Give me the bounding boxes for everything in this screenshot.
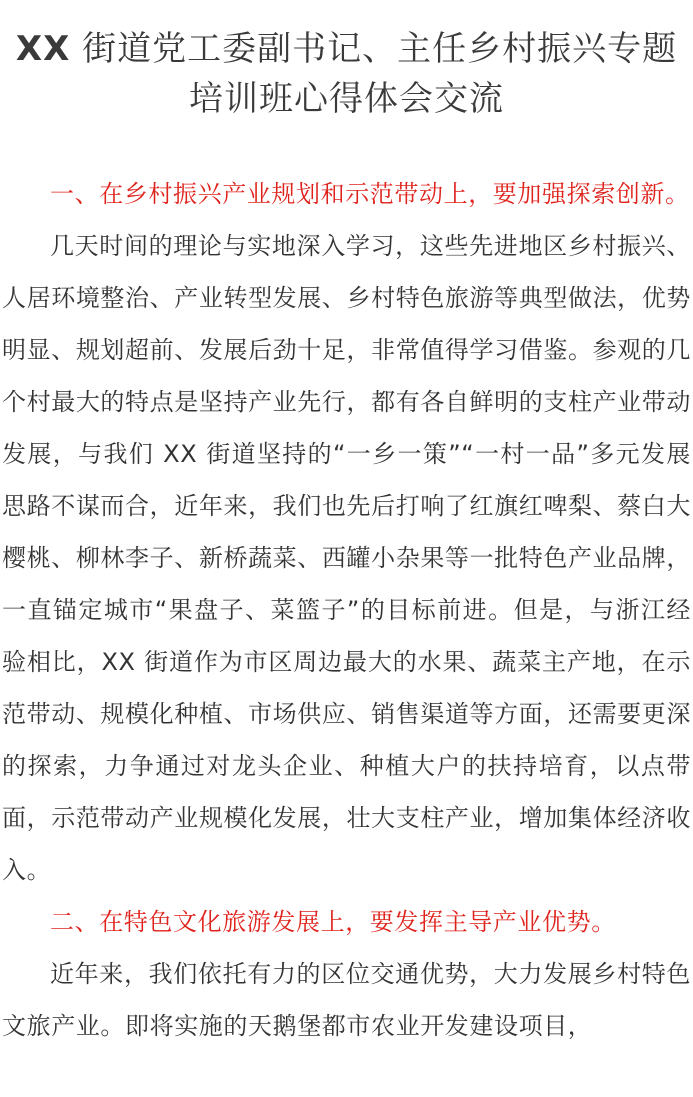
section-heading-2: 二、在特色文化旅游发展上，要发挥主导产业优势。 bbox=[50, 908, 616, 936]
title-prefix: XX bbox=[15, 29, 71, 69]
document-body bbox=[0, 168, 693, 1052]
body-paragraph-2: 近年来，我们依托有力的区位交通优势，大力发展乡村特色文旅产业。即将实施的天鹅堡都市农业开发建设项目， bbox=[2, 960, 691, 1040]
title-line-2: 培训班心得体会交流 bbox=[189, 79, 504, 119]
document-title bbox=[0, 0, 693, 124]
title-line-1: 街道党工委副书记、主任乡村振兴专题 bbox=[70, 29, 678, 69]
section-heading-1: 一、在乡村振兴产业规划和示范带动上，要加强探索创新。 bbox=[50, 180, 690, 208]
body-paragraph-1: 几天时间的理论与实地深入学习，这些先进地区乡村振兴、人居环境整治、产业转型发展、乡村特色旅游等典型做法，优势明显、规划超前、发展后劲十足，非常值得学习借鉴。参观的几个村最大的特点是坚持产业先行，都有各自鲜明的支柱产业带动发展，与我们 XX 街道坚持的“一乡一策”“一村一品”多元发展思路不谋而合，近年来，我们也先后打响了红旗红啤梨、蔡白大樱桃、柳林李子、新桥蔬菜、西罐小杂果等一批特色产业品牌，一直锚定城市“果盘子、菜篮子”的目标前进。但是，与浙江经验相比，XX 街道作为市区周边最大的水果、蔬菜主产地，在示范带动、规模化种植、市场供应、销售渠道等方面，还需要更深的探索，力争通过对龙头企业、种植大户的扶持培育，以点带面，示范带动产业规模化发展，壮大支柱产业，增加集体经济收入。 bbox=[2, 232, 691, 884]
